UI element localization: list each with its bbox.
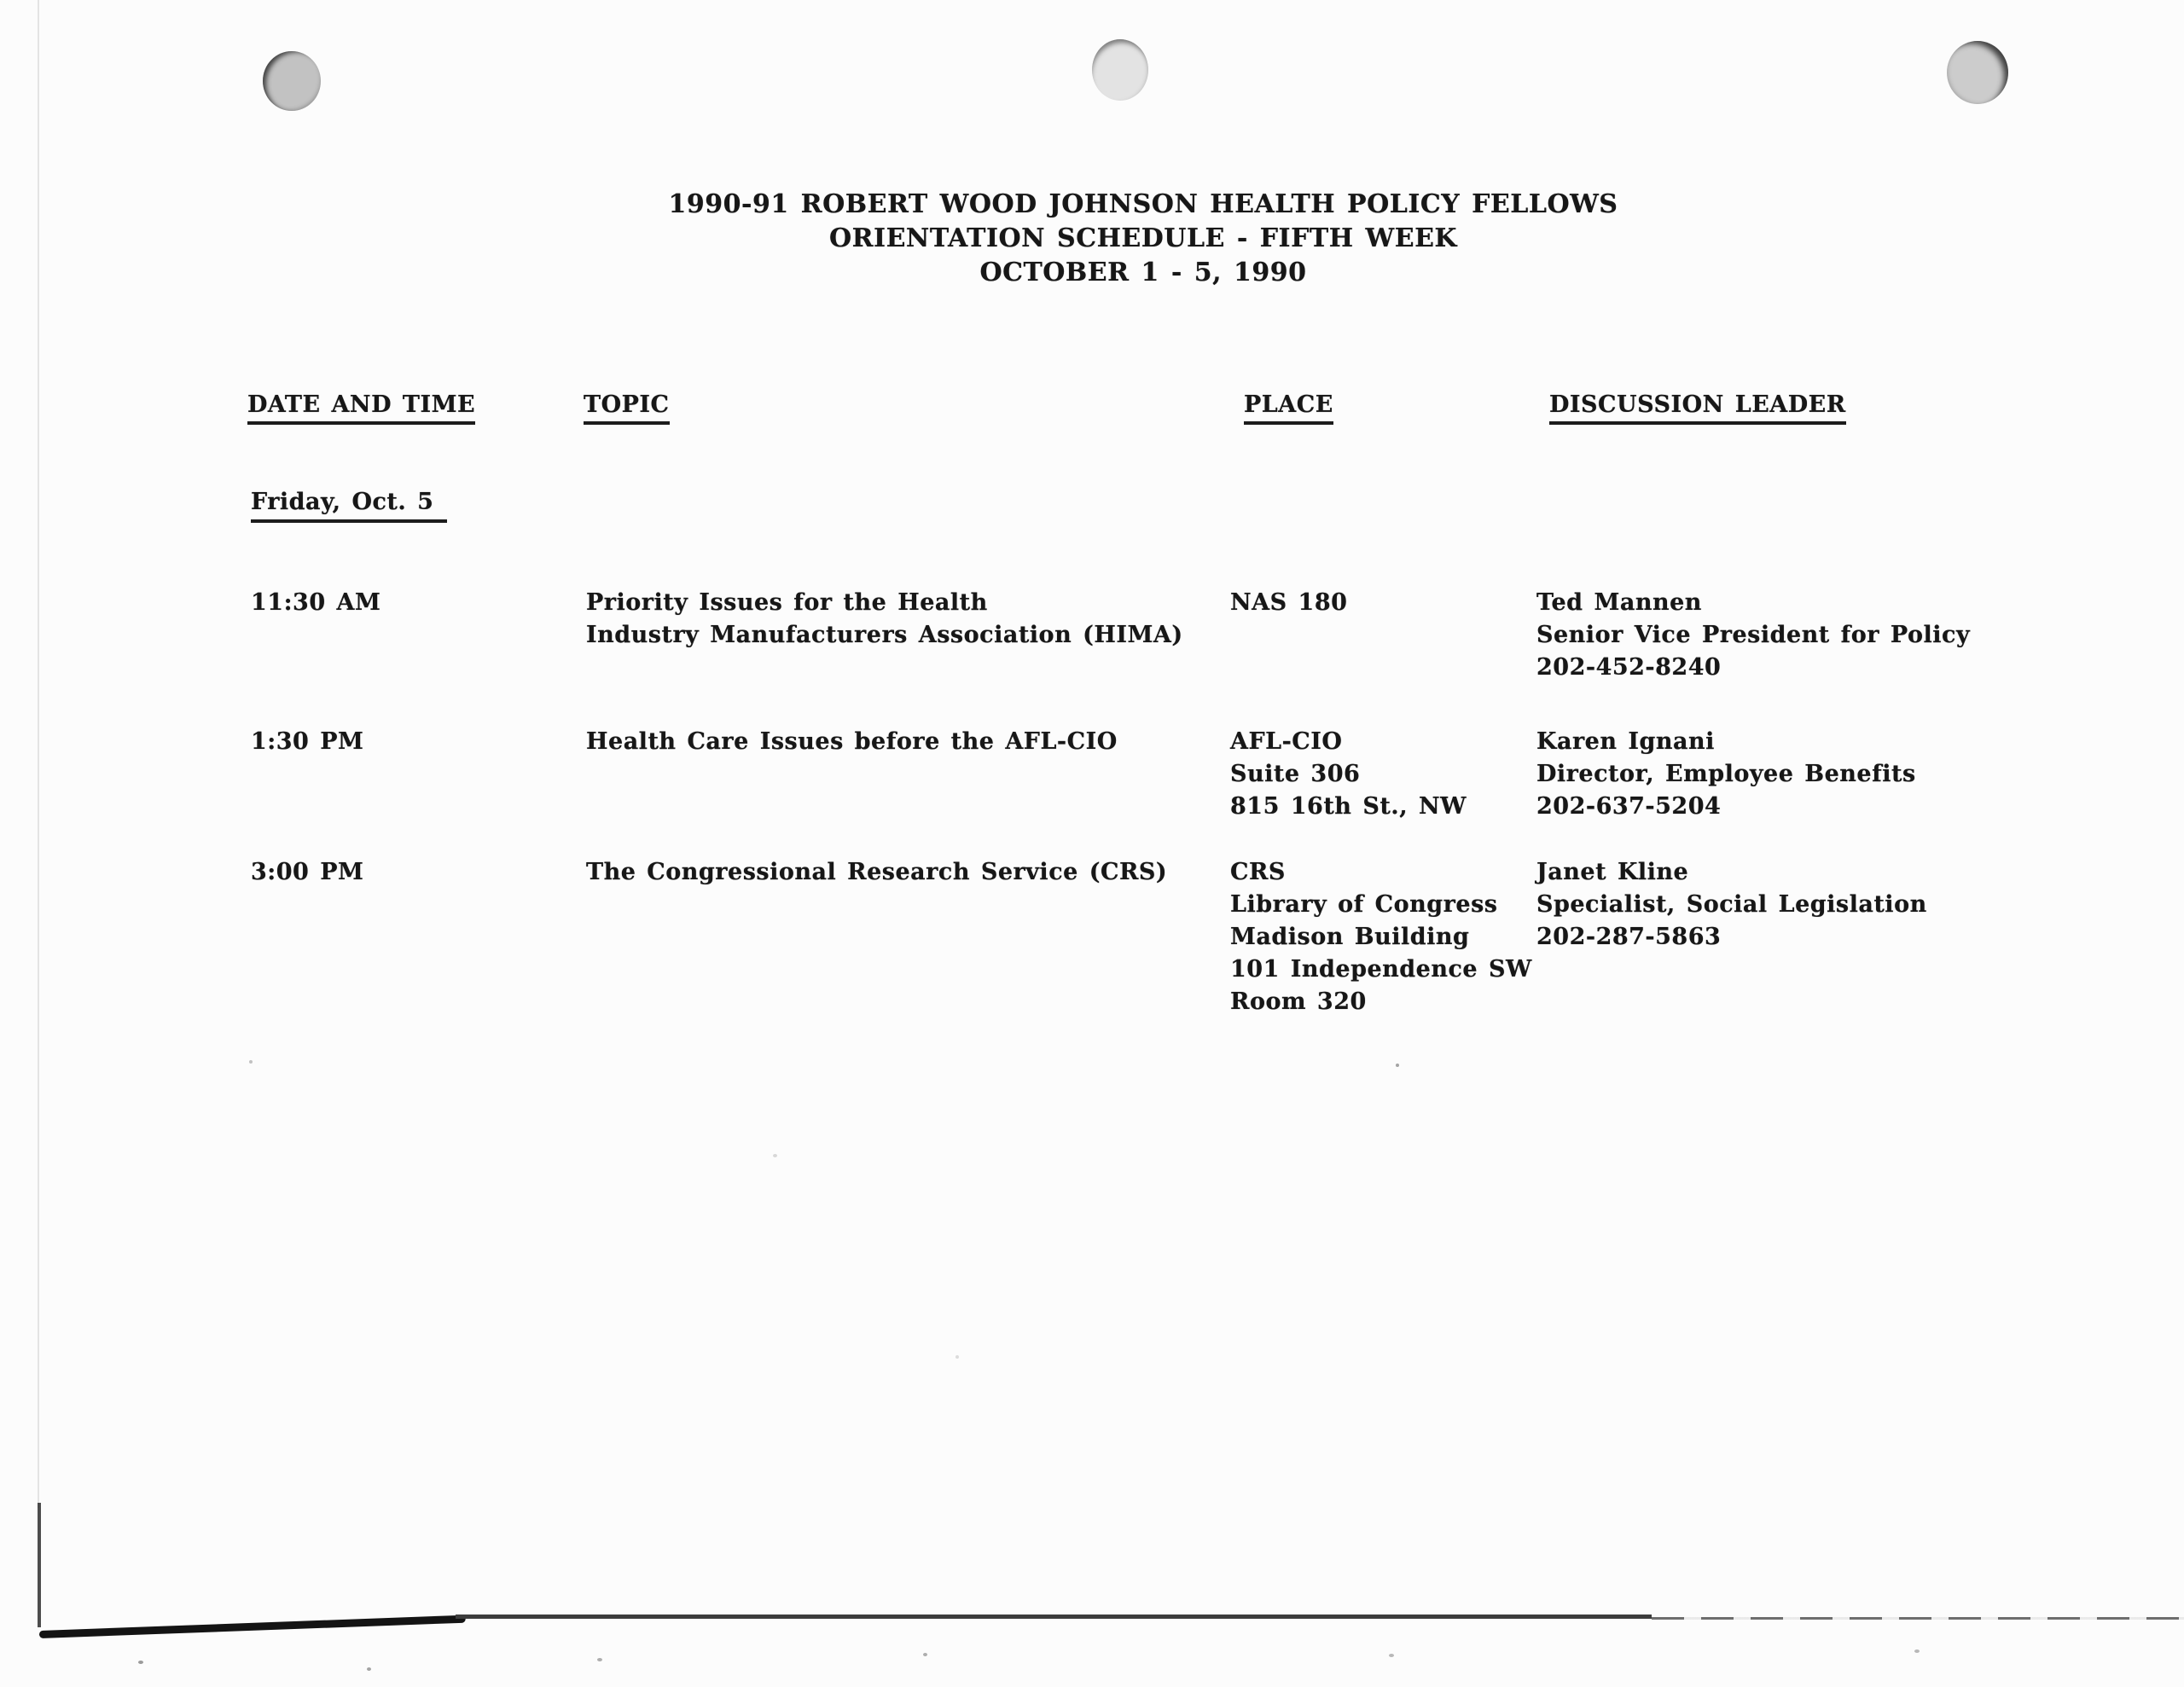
place-line: NAS 180 xyxy=(1230,589,1348,616)
leader-phone: 202-287-5863 xyxy=(1536,924,1722,950)
place-line: Library of Congress xyxy=(1230,891,1498,918)
section-label-friday: Friday, Oct. 5 xyxy=(251,489,447,523)
row-2-time: 1:30 PM xyxy=(251,728,364,755)
title-line-3: OCTOBER 1 - 5, 1990 xyxy=(979,258,1307,287)
page-bottom-edge-middle xyxy=(456,1615,1652,1619)
row-1-time: 11:30 AM xyxy=(251,589,381,616)
row-1-place xyxy=(1230,587,1347,619)
page-edge-line-left-dark xyxy=(38,1503,41,1627)
page-bottom-edge-left xyxy=(39,1615,466,1638)
column-header-topic: TOPIC xyxy=(584,391,670,425)
row-2-topic xyxy=(586,726,1118,758)
hole-punch-right xyxy=(1947,41,2008,104)
row-3-place xyxy=(1230,856,1532,1018)
scan-speck xyxy=(1396,1064,1399,1067)
place-line: CRS xyxy=(1230,859,1286,885)
place-line: Madison Building xyxy=(1230,924,1470,950)
leader-name: Ted Mannen xyxy=(1536,589,1702,616)
row-1-topic xyxy=(586,587,1183,652)
row-3-discussion-leader xyxy=(1536,856,1927,954)
row-2-discussion-leader xyxy=(1536,726,1916,823)
leader-phone: 202-452-8240 xyxy=(1536,654,1722,681)
page-edge-line-left xyxy=(38,0,39,1508)
leader-title: Senior Vice President for Policy xyxy=(1536,622,1971,648)
hole-punch-center xyxy=(1092,39,1148,101)
page-bottom-edge-right xyxy=(1652,1617,2184,1620)
scan-speck xyxy=(923,1653,927,1656)
scan-speck xyxy=(1389,1654,1394,1657)
place-line: 815 16th St., NW xyxy=(1230,793,1467,820)
topic-line: Industry Manufacturers Association (HIMA) xyxy=(586,622,1183,648)
leader-title: Director, Employee Benefits xyxy=(1536,761,1916,787)
scan-speck xyxy=(249,1060,253,1064)
place-line: Room 320 xyxy=(1230,988,1367,1015)
place-line: AFL-CIO xyxy=(1230,728,1343,755)
topic-line: Health Care Issues before the AFL-CIO xyxy=(586,728,1118,755)
column-header-date-and-time: DATE AND TIME xyxy=(247,391,475,425)
place-line: 101 Independence SW xyxy=(1230,956,1532,983)
scan-speck xyxy=(367,1667,371,1671)
place-line: Suite 306 xyxy=(1230,761,1361,787)
scan-speck xyxy=(597,1658,602,1661)
hole-punch-left xyxy=(263,51,321,111)
topic-line: Priority Issues for the Health xyxy=(586,589,988,616)
leader-name: Karen Ignani xyxy=(1536,728,1715,755)
row-1-discussion-leader xyxy=(1536,587,1970,684)
document-title xyxy=(478,188,1809,290)
topic-line: The Congressional Research Service (CRS) xyxy=(586,859,1168,885)
scan-speck xyxy=(773,1154,777,1157)
title-line-2: ORIENTATION SCHEDULE - FIFTH WEEK xyxy=(828,223,1458,253)
column-header-discussion-leader: DISCUSSION LEADER xyxy=(1549,391,1846,425)
column-header-place: PLACE xyxy=(1244,391,1333,425)
row-3-time: 3:00 PM xyxy=(251,859,364,885)
scan-speck xyxy=(138,1661,143,1664)
title-line-1: 1990-91 ROBERT WOOD JOHNSON HEALTH POLICY FELLOWS xyxy=(668,189,1618,219)
leader-name: Janet Kline xyxy=(1536,859,1689,885)
leader-phone: 202-637-5204 xyxy=(1536,793,1722,820)
scan-speck xyxy=(1914,1649,1920,1653)
row-3-topic xyxy=(586,856,1167,889)
row-2-place xyxy=(1230,726,1467,823)
leader-title: Specialist, Social Legislation xyxy=(1536,891,1927,918)
scan-speck xyxy=(956,1355,959,1359)
